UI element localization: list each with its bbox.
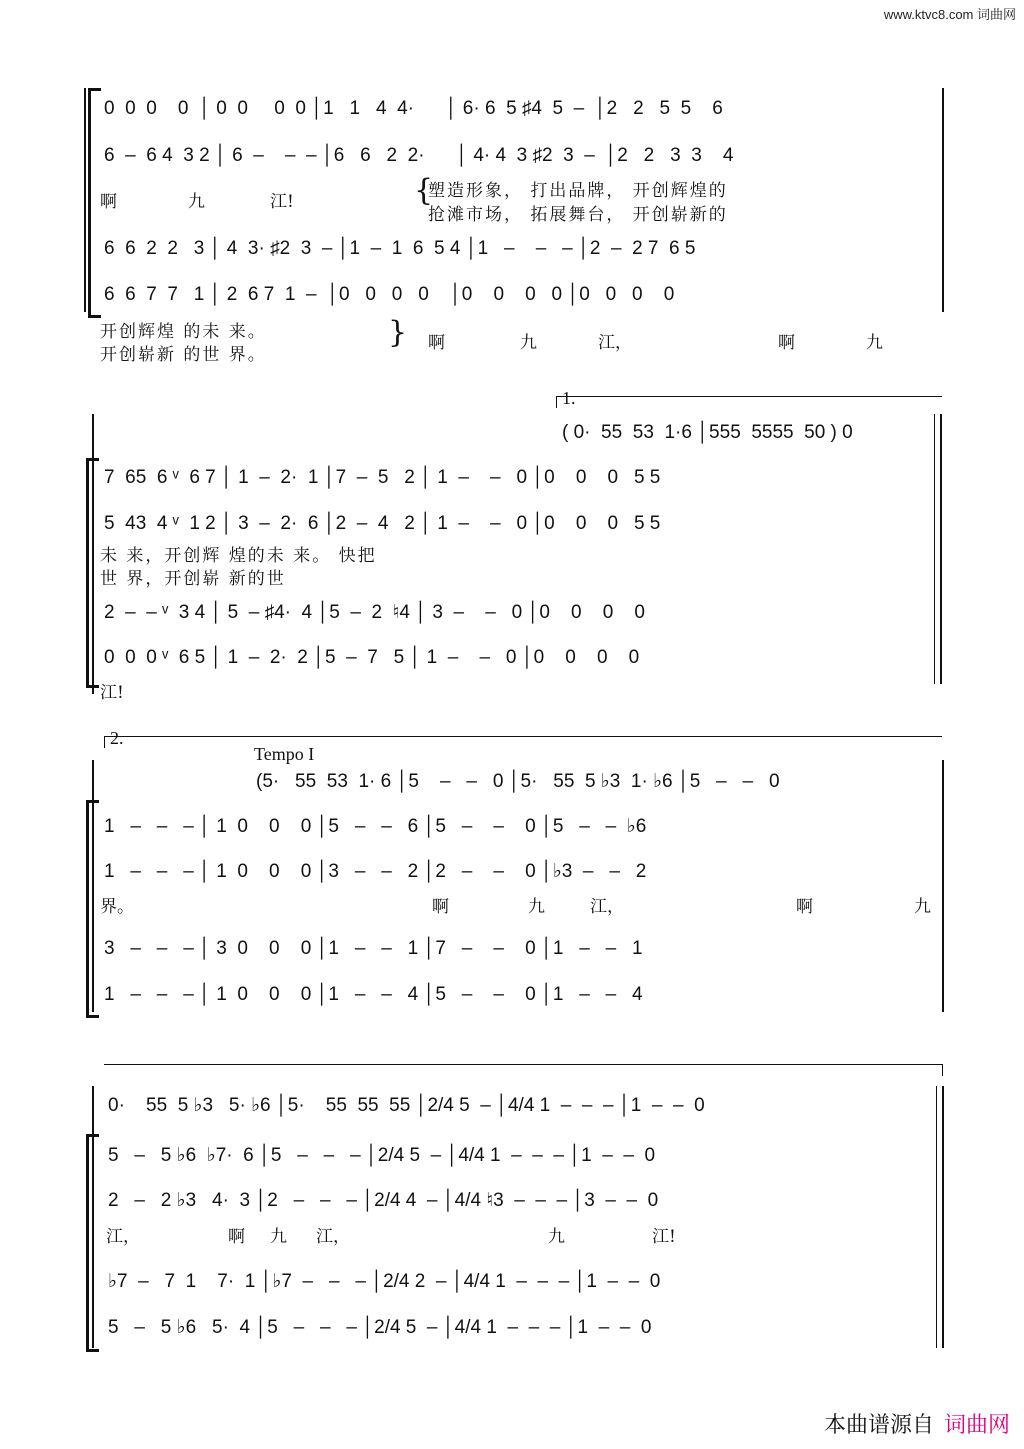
lyric: 江， (106, 1227, 140, 1247)
lyric-verse-2: 世 界，开创崭 新的世 (100, 569, 286, 589)
system-bracket (84, 88, 86, 312)
lyric: 江， (598, 333, 632, 353)
staff-row-3: 2 – – ᵛ 3 4 │ 5 – ♯4· 4 │5 – 2 ♮4 │ 3 – – 0 │0 0 0 0 (104, 602, 645, 623)
lyric: 啊 (778, 333, 795, 353)
lyric: 啊 (228, 1227, 245, 1247)
lyric-verse-1: 塑造形象， 打出品牌， 开创辉煌的 (428, 181, 728, 201)
tempo-marking: Tempo I (254, 744, 315, 764)
accompaniment-row: 0· 55 5 ♭3 5· ♭6 │5· 55 55 55 │2/4 5 – │4/4 1 – – – │1 – – 0 (108, 1095, 705, 1116)
lyric: 九 (188, 192, 205, 212)
lyric: 啊 (100, 192, 117, 212)
lyric: 九 (548, 1227, 565, 1247)
lyric-verse-2: 抢滩市场， 拓展舞台， 开创崭新的 (428, 205, 728, 225)
repeat-barline (940, 414, 942, 684)
lyric-verse-1: 未 来，开创辉 煌的未 来。 快把 (100, 546, 377, 566)
staff-row-2: 1 – – – │ 1 0 0 0 │3 – – 2 │2 – – 0 │♭3 – – 2 (104, 861, 647, 882)
lyric: 江! (100, 683, 124, 703)
lyric: 江， (590, 897, 624, 917)
staff-row-1: 7 65 6 ᵛ 6 7 │ 1 – 2· 1 │7 – 5 2 │ 1 – – 0 │0 0 0 5 5 (104, 467, 661, 488)
source-label: 本曲谱源自 (823, 1412, 934, 1437)
staff-row-2: 6 – 6 4 3 2 │ 6 – – – │6 6 2 2· │ 4· 4 3 ♯2 3 – │2 2 3 3 4 (104, 145, 734, 166)
lyric-verse-2: 开创崭新 的世 界。 (100, 345, 267, 365)
volta-bracket (556, 396, 557, 408)
lyric: 啊 (432, 897, 449, 917)
brace (86, 458, 99, 688)
lyric: 啊 (428, 333, 445, 353)
final-barline (936, 1086, 937, 1348)
staff-row-1: 1 – – – │ 1 0 0 0 │5 – – 6 │5 – – 0 │5 – – ♭6 (104, 816, 647, 837)
lyric: 九 (270, 1227, 287, 1247)
staff-row-4: 5 – 5 ♭6 5· 4 │5 – – – │2/4 5 – │4/4 1 – – – │1 – – 0 (108, 1317, 652, 1338)
lyric: 江! (270, 192, 294, 212)
accompaniment-row: (5· 55 53 1· 6 │5 – – 0 │5· 55 5 ♭3 1· ♭6 │5 – – 0 (256, 771, 780, 792)
volta-label: 1. (562, 388, 576, 408)
staff-row-3: 3 – – – │ 3 0 0 0 │1 – – 1 │7 – – 0 │1 – – 1 (104, 938, 643, 959)
top-rule (942, 1064, 943, 1076)
brand-logo[interactable]: 词曲网 (943, 1412, 1010, 1437)
source-footer (824, 1408, 1010, 1439)
volta-label: 2. (110, 728, 124, 748)
staff-row-2: 5 43 4 ᵛ 1 2 │ 3 – 2· 6 │2 – 4 2 │ 1 – – 0 │0 0 0 5 5 (104, 513, 661, 534)
watermark: www.ktvc8.com 词曲网 (883, 7, 1016, 22)
lyric: 江! (652, 1227, 676, 1247)
accompaniment-row: ( 0· 55 53 1·6 │555 5555 50 ) 0 (562, 422, 853, 443)
final-barline (942, 1086, 944, 1348)
volta-bracket (104, 736, 942, 737)
barline (942, 760, 944, 1012)
staff-row-1: 0 0 0 0 │ 0 0 0 0 │1 1 4 4· │ 6· 6 5 ♯4 5 – │2 2 5 5 6 (104, 98, 723, 119)
lyric: 江， (316, 1227, 350, 1247)
staff-row-1: 5 – 5 ♭6 ♭7· 6 │5 – – – │2/4 5 – │4/4 1 – – – │1 – – 0 (108, 1145, 656, 1166)
brace (86, 1134, 99, 1352)
lyric: 九 (520, 333, 537, 353)
brace (86, 800, 99, 1018)
lyric-brace: { (414, 173, 434, 208)
volta-bracket (556, 396, 942, 397)
lyric: 九 (866, 333, 883, 353)
staff-row-2: 2 – 2 ♭3 4· 3 │2 – – – │2/4 4 – │4/4 ♮3 – – – │3 – – 0 (108, 1190, 659, 1211)
lyric: 啊 (796, 897, 813, 917)
lyric: 界。 (100, 897, 134, 917)
staff-row-3: ♭7 – 7 1 7· 1 │♭7 – – – │2/4 2 – │4/4 1 – – – │1 – – 0 (108, 1271, 661, 1292)
top-rule (104, 1064, 942, 1065)
lyric: 九 (914, 897, 931, 917)
volta-bracket (104, 736, 105, 748)
staff-row-4: 6 6 7 7 1 │ 2 6 7 1 – │0 0 0 0 │0 0 0 0 │0 0 0 0 (104, 284, 675, 305)
staff-row-3: 6 6 2 2 3 │ 4 3· ♯2 3 – │1 – 1 6 5 4 │1 – – – │2 – 2 7 6 5 (104, 238, 696, 259)
lyric-verse-1: 开创辉煌 的未 来。 (100, 322, 267, 342)
staff-row-4: 1 – – – │ 1 0 0 0 │1 – – 4 │5 – – 0 │1 – – 4 (104, 984, 643, 1005)
barline (942, 88, 944, 312)
lyric: 九 (528, 897, 545, 917)
staff-row-4: 0 0 0 ᵛ 6 5 │ 1 – 2· 2 │5 – 7 5 │ 1 – – 0 │0 0 0 0 (104, 647, 640, 668)
lyric-brace: } (388, 315, 408, 350)
repeat-barline (934, 414, 935, 684)
